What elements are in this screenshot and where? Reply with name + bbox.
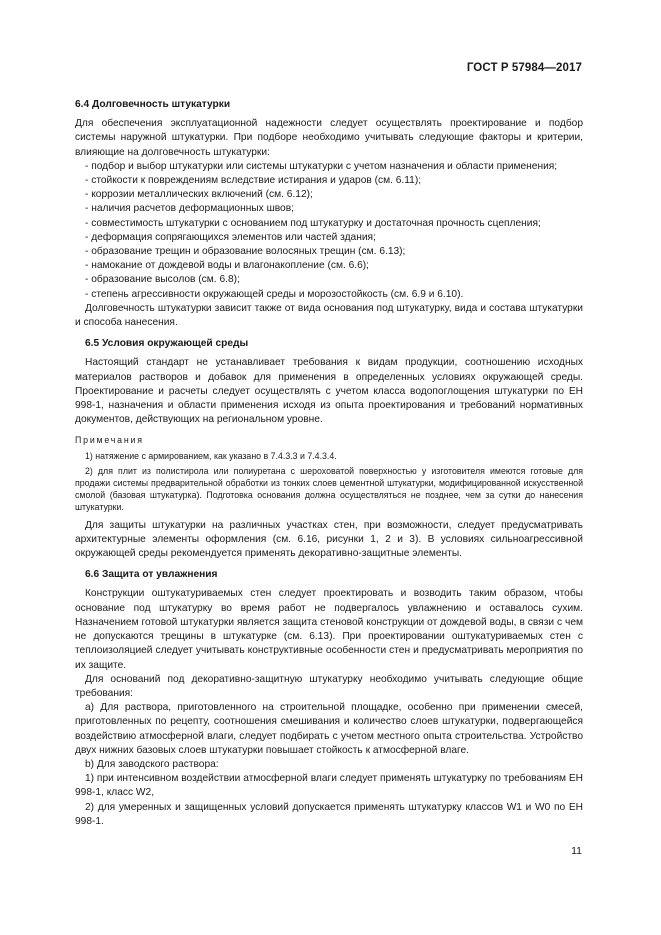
document-code: ГОСТ Р 57984—2017 [466, 62, 582, 74]
list-item: - образование высолов (см. 6.8); [85, 274, 240, 286]
list-item: - совместимость штукатурки с основанием под штукатурку и достаточная прочность сцепления; [85, 217, 541, 229]
section-6-6-title: 6.6 Защита от увлажнения [85, 569, 218, 581]
list-item: - образование трещин и образование волосяных трещин (см. 6.13); [85, 246, 406, 258]
note-1: 1) натяжение с армированием, как указано в 7.4.3.3 и 7.4.3.4. [85, 450, 337, 461]
section-6-5-title: 6.5 Условия окружающей среды [85, 338, 249, 350]
section-6-6-item-b2: 2) для умеренных и защищенных условий допускается применять штукатурку классов W1 и W0 по ЕН 998-1. [75, 801, 583, 827]
section-6-6-item-b: b) Для заводского раствора: [85, 758, 219, 770]
section-6-5-paragraph-2: Для защиты штукатурки на различных участках стен, при возможности, следует предусматривать архитектурные элементы оформления (см. 6.16, рисунки 1, 2 и 3). В условиях сильноагрессивной окружающей среды рекомендуется применять декоративно-защитные элементы. [75, 519, 583, 560]
section-6-6-paragraph-2: Для оснований под декоративно-защитную штукатурку необходимо учитывать следующие общие требования: [75, 673, 583, 699]
page-content [75, 98, 583, 829]
list-item: - деформация сопрягающихся элементов или частей здания; [85, 231, 376, 243]
section-6-5-paragraph-1: Настоящий стандарт не устанавливает требования к видам продукции, соотношению исходных материалов растворов и добавок для применения в определенных условиях окружающей среды. Проектирование и расчеты следует осуществлять с учетом класса водопоглощения штукатурки по ЕН 998-1, назначения и области применения исходя из опыта проектирования и требований нормативных документов, действующих на региональном уровне. [75, 357, 583, 426]
durability-factors-list [75, 160, 583, 302]
list-item: - стойкости к повреждениям вследствие истирания и ударов (см. 6.11); [85, 175, 422, 187]
list-item: - степень агрессивности окружающей среды и морозостойкость (см. 6.9 и 6.10). [85, 288, 464, 300]
section-6-4-outro: Долговечность штукатурки зависит также от вида основания под штукатурку, вида и состава штукатурки и способа нанесения. [75, 302, 583, 329]
list-item: - подбор и выбор штукатурки или системы штукатурки с учетом назначения и области применения; [85, 160, 558, 172]
list-item: - намокание от дождевой воды и влагонакопление (см. 6.6); [85, 260, 369, 272]
section-6-6-item-b1: 1) при интенсивном воздействии атмосферной влаги следует применять штукатурку по требованиям ЕН 998-1, класс W2, [75, 773, 583, 799]
notes-heading: Примечания [75, 435, 144, 446]
section-6-4-intro: Для обеспечения эксплуатационной надежности следует осуществлять проектирование и подбор системы наружной штукатурки. При подборе необходимо учитывать следующие факторы и критерии, влияющие на долговечность штукатурки: [75, 118, 583, 158]
page-number: 11 [571, 845, 582, 857]
list-item: - коррозии металлических включений (см. 6.12); [85, 189, 313, 201]
section-6-6-item-a: a) Для раствора, приготовленного на строительной площадке, особенно при применении смесей, приготовленных по рецепту, соотношения смешивания и количество слоев штукатурки, подвергающейся воздействию атмосферной влаги, следует подбирать с учетом местного опыта строительства. Устройство двух нижних базовых слоев штукатурки повышает стойкость к атмосферной влаге. [75, 702, 583, 756]
note-2: 2) для плит из полистирола или полиуретана с шероховатой поверхностью у изготовителя имеются готовые для продажи системы предварительной обработки из тонких слоев цементной штукатурки, модифицированной искусственной смолой (базовая штукатурка). Подготовка основания должна осуществляться не позднее, чем за сутки до нанесения штукатурки. [75, 465, 583, 512]
section-6-4-title: 6.4 Долговечность штукатурки [75, 99, 231, 110]
section-6-6-paragraph-1: Конструкции оштукатуриваемых стен следует проектировать и возводить таким образом, чтобы основание под штукатурку во время работ не подвергалось увлажнению и оставалось сухим. Назначением готовой штукатурки является защита стеновой конструкции от дождевой воды, в связи с чем не допускаются трещины в штукатурке (см. 6.13). При проектировании оштукатуриваемых стен с теплоизоляцией следует учитывать конструктивные особенности стен и предусматривать мероприятия по их защите. [75, 588, 583, 671]
list-item: - наличия расчетов деформационных швов; [85, 203, 294, 215]
